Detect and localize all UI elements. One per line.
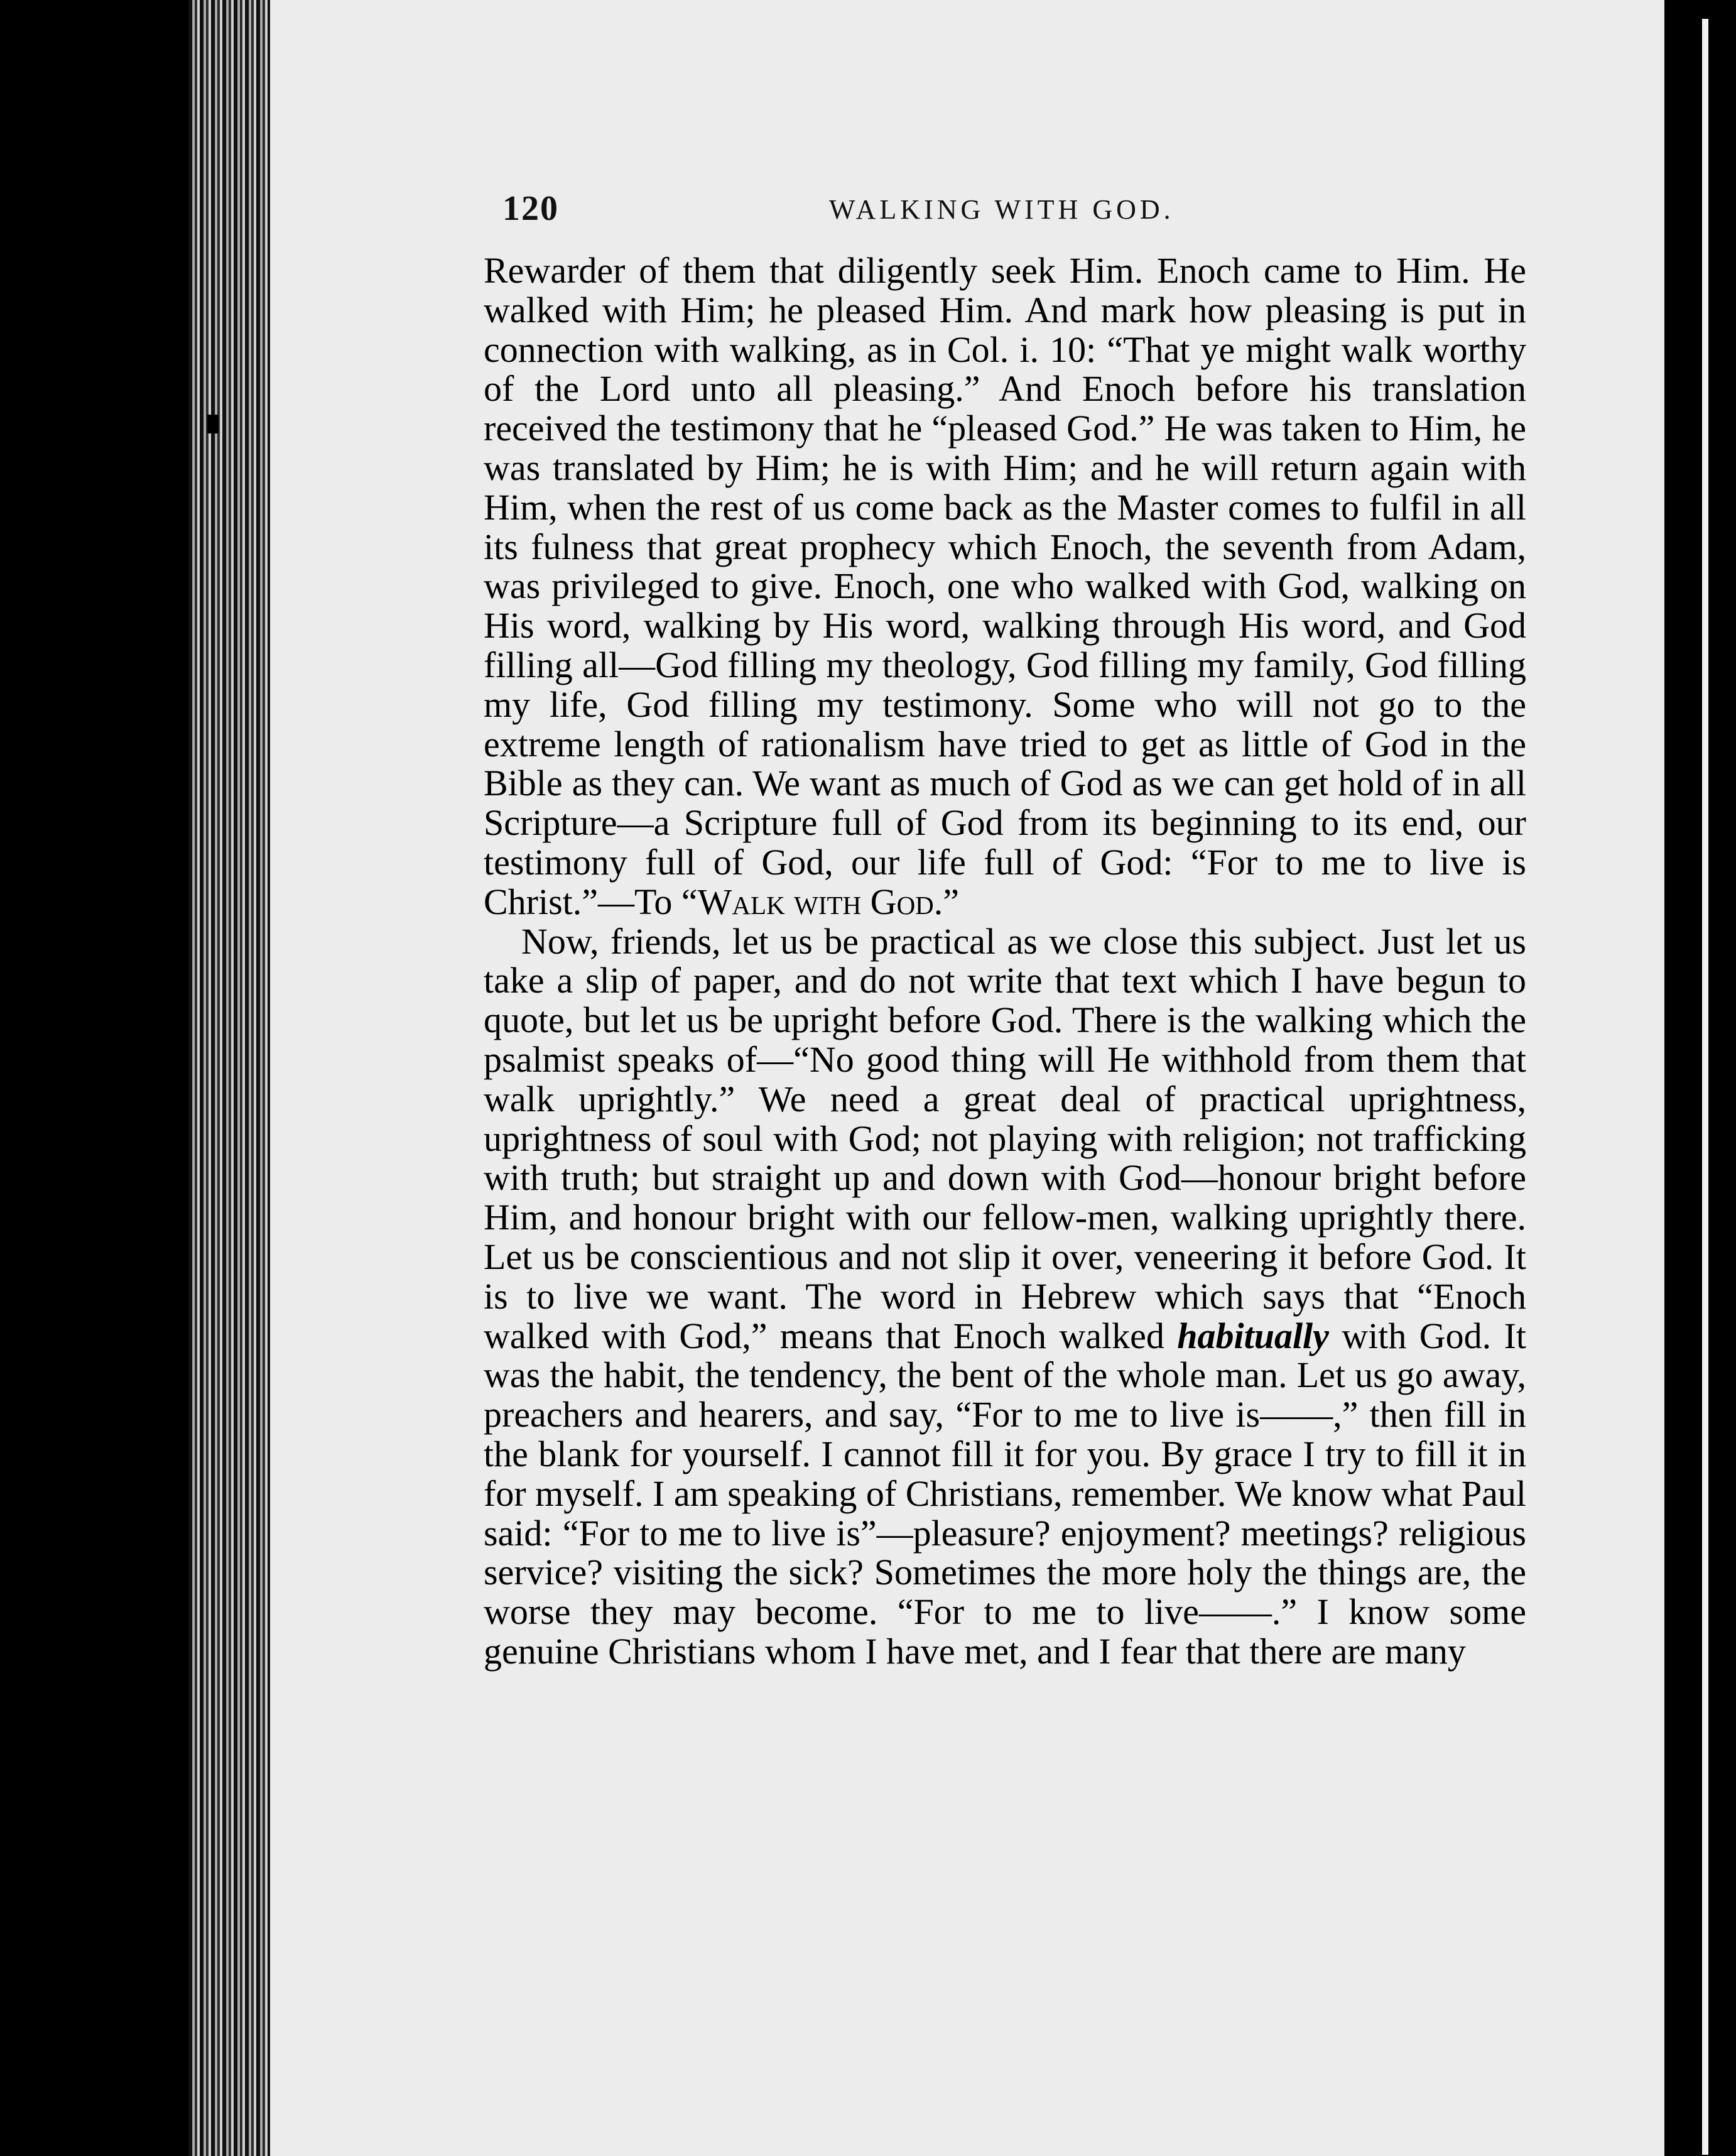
paragraph-1-small-caps: Walk with God [697, 881, 934, 922]
body-text [484, 251, 1526, 1672]
paragraph-2-text: Now, friends, let us be practical as we close this subject. Just let us take a slip of paper, and do not write that text which I have begun to quote, but let us be upright before God. There is the walking which the psalmist speaks of—“No good thing will He withhold from them that walk uprightly.” We need a great deal of practical uprightness, uprightness of soul with God; not playing with religion; not trafficking with truth; but straight up and down with God—honour bright before Him, and honour bright with our fellow-men, walking uprightly there. Let us be conscientious and not slip it over, veneering it before God. It is to live we want. The word in Hebrew which says that “Enoch walked with God,” means that Enoch walked [484, 920, 1526, 1356]
running-title: WALKING WITH GOD. [829, 194, 1175, 225]
paragraph-2 [484, 922, 1526, 1672]
facing-page-edge [1702, 19, 1708, 2155]
paragraph-1 [484, 251, 1526, 922]
paragraph-2-end: with God. It was the habit, the tendency, the bent of the whole man. Let us go away, preachers and hearers, and say, “For to me to live is——,” then fill in the blank for yourself. I cannot fill it for you. By grace I try to fill it in for myself. I am speaking of Christians, remember. We know what Paul said: “For to me to live is”—pleasure? enjoyment? meetings? religious service? visiting the sick? Sometimes the more holy the things are, the worse they may become. “For to me to live——.” I know some genuine Christians whom I have met, and I fear that there are many [484, 1315, 1526, 1672]
paragraph-2-italic: habitually [1177, 1315, 1329, 1356]
book-edge [188, 0, 270, 2156]
right-margin [1664, 0, 1736, 2156]
paragraph-1-end: .” [933, 881, 960, 922]
page-header [502, 188, 1507, 239]
paragraph-1-text: Rewarder of them that diligently seek Him. Enoch came to Him. He walked with Him; he pleased Him. And mark how pleasing is put in connection with walking, as in Col. i. 10: “That ye might walk worthy of the Lord unto all pleasing.” And Enoch before his translation received the testimony that he “pleased God.” He was taken to Him, he was translated by Him; he is with Him; and he will return again with Him, when the rest of us come back as the Master comes to fulfil in all its fulness that great prophecy which Enoch, the seventh from Adam, was privileged to give. Enoch, one who walked with God, walking on His word, walking by His word, walking through His word, and God filling all—God filling my theology, God filling my family, God filling my life, God filling my testimony. Some who will not go to the extreme length of rationalism have tried to get as little of God in the Bible as they can. We want as much of God as we can get hold of in all Scripture—a Scripture full of God from its beginning to its end, our testimony full of God, our life full of God: “For to me to live is Christ.”—To “ [484, 250, 1526, 922]
margin-mark [207, 415, 219, 433]
page-number: 120 [502, 189, 559, 228]
